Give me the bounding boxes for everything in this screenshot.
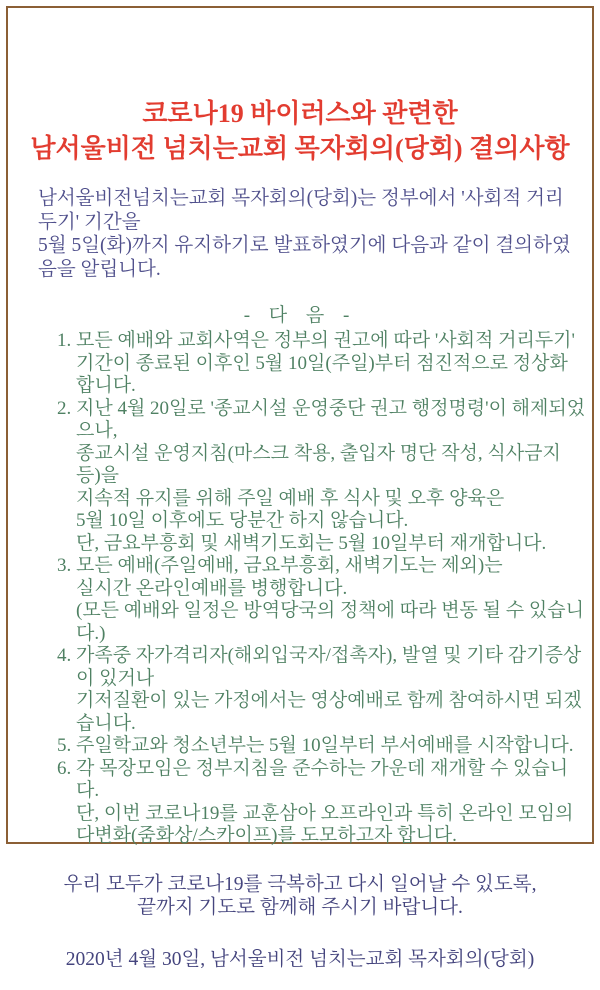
- item-number: 2.: [57, 397, 72, 419]
- item-lines: [76, 555, 586, 645]
- item-lines: [76, 758, 586, 848]
- list-item-5: [57, 735, 586, 758]
- resolution-list: [0, 330, 600, 848]
- item-line: 실시간 온라인예배를 병행합니다.: [76, 577, 348, 599]
- item-line: 종교시설 운영지침(마스크 착용, 출입자 명단 작성, 식사금지 등)을: [76, 442, 561, 486]
- item-number: 6.: [57, 757, 72, 779]
- item-lines: [76, 398, 586, 556]
- item-line: 지속적 유지를 위해 주일 예배 후 식사 및 오후 양육은: [76, 487, 505, 509]
- item-line: 5월 10일 이후에도 당분간 하지 않습니다.: [76, 510, 409, 531]
- item-line: 단, 금요부흥회 및 새벽기도회는 5월 10일부터 재개합니다.: [76, 532, 547, 554]
- intro-line-2: 5월 5일(화)까지 유지하기로 발표하였기에 다음과 같이 결의하였음을 알립니다.: [38, 235, 571, 280]
- list-item-4: [57, 645, 586, 735]
- date-line: 2020년 4월 30일, 남서울비전 넘치는교회 목자회의(당회): [65, 948, 535, 970]
- item-line: 단, 이번 코로나19를 교훈삼아 오프라인과 특히 온라인 모임의: [76, 802, 574, 824]
- item-number: 4.: [57, 645, 72, 666]
- item-line: (모든 예배와 일정은 방역당국의 정책에 따라 변동 될 수 있습니다.): [76, 600, 584, 644]
- intro-paragraph: [38, 187, 582, 281]
- intro-line-1: 남서울비전넘치는교회 목자회의(당회)는 정부에서 '사회적 거리두기' 기간을: [38, 188, 564, 233]
- list-item-2: [57, 398, 586, 556]
- title-line-1: 코로나19 바이러스와 관련한: [142, 99, 458, 128]
- item-line: 가족중 자가격리자(해외입국자/접촉자), 발열 및 기타 감기증상이 있거나: [76, 645, 582, 689]
- item-line: 모든 예배(주일예배, 금요부흥회, 새벽기도는 제외)는: [76, 555, 503, 576]
- item-lines: [76, 645, 586, 735]
- item-number: 3.: [57, 555, 72, 576]
- item-number: 1.: [57, 330, 72, 351]
- list-item-1: [57, 330, 586, 398]
- closing-paragraph: [0, 873, 600, 919]
- list-heading: - 다 음 -: [243, 305, 357, 326]
- item-line: 기간이 종료된 이후인 5월 10일(주일)부터 점진적으로 정상화합니다.: [76, 352, 568, 396]
- list-item-3: [57, 555, 586, 645]
- closing-line-1: 우리 모두가 코로나19를 극복하고 다시 일어날 수 있도록,: [63, 873, 537, 895]
- item-line: 모든 예배와 교회사역은 정부의 권고에 따라 '사회적 거리두기': [76, 330, 575, 351]
- list-item-6: [57, 758, 586, 848]
- document-title: [0, 96, 600, 166]
- item-line: 다변화(줌화상/스카이프)를 도모하고자 합니다.: [76, 825, 457, 846]
- item-lines: [76, 330, 586, 398]
- item-line: 지난 4월 20일로 '종교시설 운영중단 권고 행정명령'이 해제되었으나,: [76, 397, 586, 441]
- closing-line-2: 끝까지 기도로 함께해 주시기 바랍니다.: [137, 896, 463, 918]
- item-line: 주일학교와 청소년부는 5월 10일부터 부서예배를 시작합니다.: [76, 735, 574, 756]
- title-line-2: 남서울비전 넘치는교회 목자회의(당회) 결의사항: [30, 134, 570, 163]
- item-line: 기저질환이 있는 가정에서는 영상예배로 함께 참여하시면 되겠습니다.: [76, 690, 582, 734]
- item-line: 각 목장모임은 정부지침을 준수하는 가운데 재개할 수 있습니다.: [76, 757, 569, 801]
- item-number: 5.: [57, 735, 72, 756]
- item-lines: [76, 735, 586, 758]
